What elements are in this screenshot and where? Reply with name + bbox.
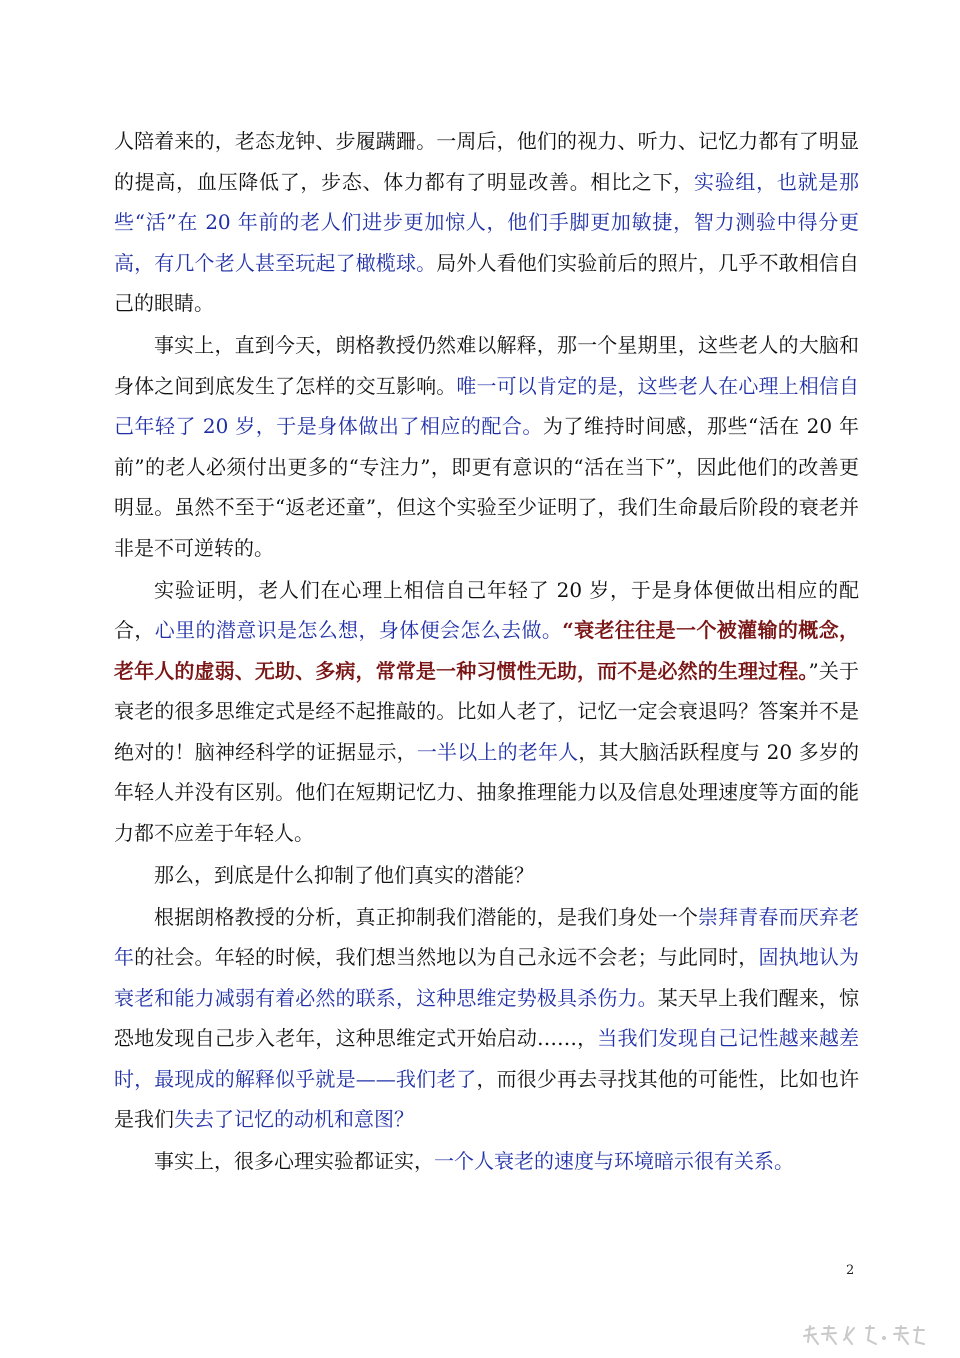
text-segment: ”关于衰老的很多思维定式是经不起推敲的。比如人老了，记忆一定会衰退吗？答案并不是绝对的！脑神经科学的证据显示， <box>114 658 859 764</box>
page-number: 2 <box>846 1263 855 1278</box>
text-segment: 根据朗格教授的分析，真正抑制我们潜能的，是我们身处一个 <box>154 904 698 929</box>
highlighted-text-blue: 心里的潜意识是怎么想，身体便会怎么去做。 <box>154 618 563 642</box>
text-segment: ，其大脑活跃程度与 20 多岁的年轻人并没有区别。他们在短期记忆力、抽象推理能力以及信息处理速度等方面的能力都不应差于年轻人。 <box>114 739 860 845</box>
text-segment: 那么，到底是什么抑制了他们真实的潜能？ <box>154 862 534 887</box>
paragraph <box>114 570 859 854</box>
text-segment: 人陪着来的，老态龙钟、步履蹒跚。一周后，他们的视力、听力、记忆力都有了明显的提高，血压降低了，步态、体力都有了明显改善。相比之下， <box>114 129 859 194</box>
highlighted-text-red: “衰老往往是一个被灌输的概念，老年人的虚弱、无助、多病，常常是一种习惯性无助，而不是必然的生理过程。 <box>114 618 859 683</box>
text-segment: 局外人看他们实验前后的照片，几乎不敢相信自己的眼睛。 <box>114 250 860 315</box>
text-segment: ，而很少再去寻找其他的可能性，比如也许是我们 <box>114 1066 860 1131</box>
text-segment: 为了维持时间感，那些“活在 20 年前”的老人必须付出更多的“专注力”，即更有意识的“活在当下”，因此他们的改善更明显。虽然不至于“返老还童”，但这个实验至少证明了，我们生命最后阶段的衰老并非是不可逆转的。 <box>114 414 859 560</box>
highlighted-text-blue: 一半以上的老年人 <box>416 739 579 764</box>
watermark-icon <box>800 1322 928 1350</box>
highlighted-text-blue: 失去了记忆的动机和意图？ <box>174 1107 414 1131</box>
highlighted-text-blue: 崇拜青春而厌弃老年 <box>114 904 860 969</box>
text-segment: 某天早上我们醒来，惊恐地发现自己步入老年，这种思维定式开始启动……， <box>114 985 859 1050</box>
text-segment: 事实上，直到今天，朗格教授仍然难以解释，那一个星期里，这些老人的大脑和身体之间到底发生了怎样的交互影响。 <box>114 333 859 398</box>
paragraph <box>114 1141 859 1182</box>
text-segment: 的社会。年轻的时候，我们想当然地以为自己永远不会老；与此同时， <box>134 945 759 969</box>
watermark-logo <box>800 1322 928 1350</box>
highlighted-text-blue: 实验组，也就是那些“活”在 20 年前的老人们进步更加惊人，他们手脚更加敏捷，智力测验中得分更高，有几个老人甚至玩起了橄榄球。 <box>114 169 860 275</box>
highlighted-text-blue: 固执地认为衰老和能力减弱有着必然的联系，这种思维定势极具杀伤力。 <box>114 945 860 1010</box>
body-text <box>114 121 859 1183</box>
text-segment: 实验证明，老人们在心理上相信自己年轻了 20 岁，于是身体便做出相应的配合， <box>114 577 859 642</box>
highlighted-text-blue: 唯一可以肯定的是，这些老人在心理上相信自己年轻了 20 岁，于是身体做出了相应的配合。 <box>114 373 860 438</box>
highlighted-text-blue: 当我们发现自己记性越来越差时，最现成的解释似乎就是——我们老了 <box>114 1026 860 1091</box>
text-segment: 事实上，很多心理实验都证实， <box>154 1149 434 1173</box>
paragraph <box>114 897 859 1140</box>
paragraph <box>114 325 859 568</box>
paragraph <box>114 855 859 896</box>
paragraph <box>114 121 859 324</box>
highlighted-text-blue: 一个人衰老的速度与环境暗示很有关系。 <box>434 1149 794 1173</box>
